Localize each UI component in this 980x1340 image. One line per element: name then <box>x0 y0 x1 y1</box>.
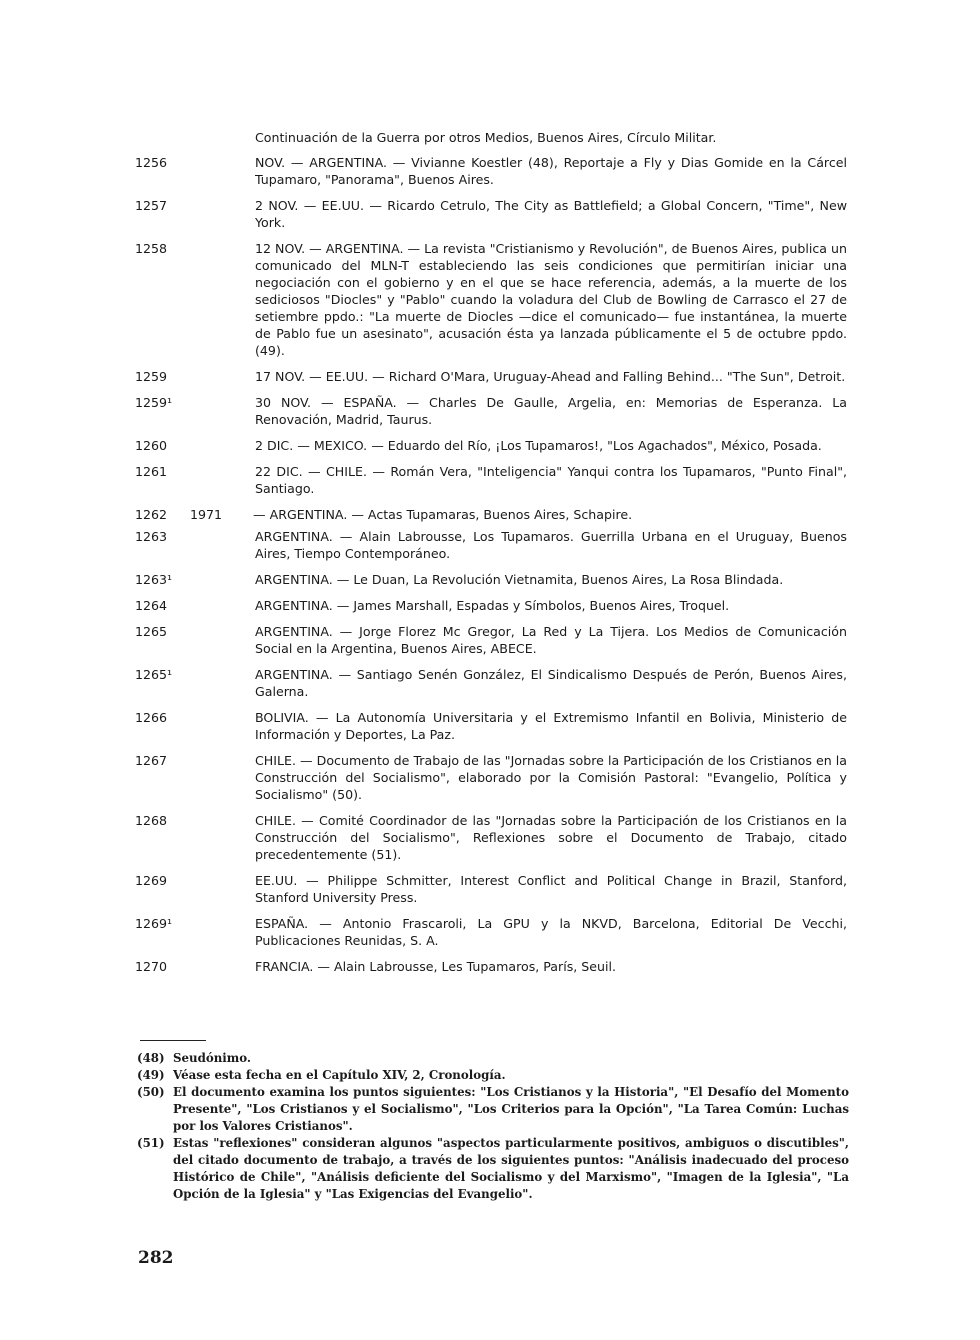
chronology-entry <box>135 528 847 562</box>
chronology-entry <box>135 394 847 428</box>
entry-number: 1269¹ <box>135 916 173 931</box>
footnote <box>137 1050 849 1067</box>
entry-text: 30 NOV. — ESPAÑA. — Charles De Gaulle, Argelia, en: Memorias de Esperanza. La Renovación, Madrid, Taurus. <box>255 395 847 427</box>
chronology-entry <box>135 197 847 231</box>
footnote <box>137 1084 849 1135</box>
entry-text: ARGENTINA. — James Marshall, Espadas y Símbolos, Buenos Aires, Troquel. <box>255 598 730 613</box>
chronology-entry <box>135 915 847 949</box>
continuation-line: Continuación de la Guerra por otros Medios, Buenos Aires, Círculo Militar. <box>255 130 717 145</box>
year-label: 1971 <box>190 507 223 522</box>
footnote-text: El documento examina los puntos siguientes: "Los Cristianos y la Historia", "El Desafío del Momento Presente", "Los Cristianos y el Socialismo", "Los Criterios para la Opción", "La Tarea Común: Luchas por los Valores Cristianos". <box>173 1085 849 1133</box>
entry-number: 1263¹ <box>135 572 173 587</box>
entry-text: EE.UU. — Philippe Schmitter, Interest Conflict and Political Change in Brazil, Stanford, Stanford University Press. <box>255 873 847 905</box>
chronology-entry <box>135 623 847 657</box>
entry-text: 2 NOV. — EE.UU. — Ricardo Cetrulo, The City as Battlefield; a Global Concern, "Time", New York. <box>255 198 847 230</box>
chronology-entry <box>135 571 847 588</box>
entry-number: 1269 <box>135 873 168 888</box>
entry-text: — ARGENTINA. — Actas Tupamaras, Buenos Aires, Schapire. <box>253 507 633 522</box>
chronology-entry <box>135 812 847 863</box>
entry-text: ARGENTINA. — Jorge Florez Mc Gregor, La Red y La Tijera. Los Medios de Comunicación Social en la Argentina, Buenos Aires, ABECE. <box>255 624 847 656</box>
entry-number: 1259 <box>135 369 168 384</box>
chronology-list <box>135 154 847 984</box>
entry-text: ESPAÑA. — Antonio Frascaroli, La GPU y la NKVD, Barcelona, Editorial De Vecchi, Publicaciones Reunidas, S. A. <box>255 916 847 948</box>
entry-text: 2 DIC. — MEXICO. — Eduardo del Río, ¡Los Tupamaros!, "Los Agachados", México, Posada. <box>255 438 822 453</box>
chronology-entry <box>135 368 847 385</box>
chronology-entry <box>135 154 847 188</box>
entry-number: 1256 <box>135 155 168 170</box>
entry-number: 1265¹ <box>135 667 173 682</box>
footnote-divider <box>140 1040 206 1041</box>
entry-number: 1260 <box>135 438 168 453</box>
footnote-text: Seudónimo. <box>173 1051 252 1065</box>
entry-number: 1262 <box>135 507 168 522</box>
entry-number: 1265 <box>135 624 168 639</box>
chronology-entry <box>135 240 847 359</box>
chronology-entry-year <box>135 506 847 523</box>
entry-number: 1259¹ <box>135 395 173 410</box>
entry-number: 1258 <box>135 241 168 256</box>
page-number: 282 <box>138 1248 174 1268</box>
footnote-text: Véase esta fecha en el Capítulo XIV, 2, Cronología. <box>173 1068 506 1082</box>
entry-text: ARGENTINA. — Santiago Senén González, El Sindicalismo Después de Perón, Buenos Aires, Galerna. <box>255 667 847 699</box>
entry-number: 1264 <box>135 598 168 613</box>
footnote-text: Estas "reflexiones" consideran algunos "aspectos particularmente positivos, ambiguos o discutibles", del citado documento de trabajo, a través de los siguientes puntos: "Análisis inadecuado del proceso Histórico de Chile", "Análisis deficiente del Socialismo y del Marxismo", "Imagen de la Iglesia", "La Opción de la Iglesia" y "Las Exigencias del Evangelio". <box>173 1136 849 1201</box>
footnote-number: (49) <box>137 1068 165 1082</box>
chronology-entry <box>135 463 847 497</box>
entry-text: CHILE. — Comité Coordinador de las "Jornadas sobre la Participación de los Cristianos en la Construcción del Socialismo", Reflexiones sobre el Documento de Trabajo, citado precedentemente (51). <box>255 813 847 862</box>
footnote <box>137 1135 849 1203</box>
entry-text: NOV. — ARGENTINA. — Vivianne Koestler (48), Reportaje a Fly y Dias Gomide en la Cárcel Tupamaro, "Panorama", Buenos Aires. <box>255 155 847 187</box>
entry-number: 1266 <box>135 710 168 725</box>
entry-text: 17 NOV. — EE.UU. — Richard O'Mara, Uruguay-Ahead and Falling Behind... "The Sun", Detroit. <box>255 369 846 384</box>
chronology-entry <box>135 597 847 614</box>
entry-number: 1267 <box>135 753 168 768</box>
entry-number: 1263 <box>135 529 168 544</box>
entry-text: FRANCIA. — Alain Labrousse, Les Tupamaros, París, Seuil. <box>255 959 616 974</box>
chronology-entry <box>135 958 847 975</box>
entry-text: 22 DIC. — CHILE. — Román Vera, "Inteligencia" Yanqui contra los Tupamaros, "Punto Final", Santiago. <box>255 464 847 496</box>
entry-text: CHILE. — Documento de Trabajo de las "Jornadas sobre la Participación de los Cristianos en la Construcción del Socialismo", elaborado por la Comisión Pastoral: "Evangelio, Política y Socialismo" (50). <box>255 753 847 802</box>
entry-text: BOLIVIA. — La Autonomía Universitaria y el Extremismo Infantil en Bolivia, Ministerio de Información y Deportes, La Paz. <box>255 710 847 742</box>
footnote <box>137 1067 849 1084</box>
chronology-entry <box>135 872 847 906</box>
footnotes <box>137 1050 849 1203</box>
chronology-entry <box>135 709 847 743</box>
chronology-entry <box>135 437 847 454</box>
entry-number: 1257 <box>135 198 168 213</box>
footnote-number: (51) <box>137 1136 165 1150</box>
entry-number: 1270 <box>135 959 168 974</box>
entry-text: ARGENTINA. — Le Duan, La Revolución Vietnamita, Buenos Aires, La Rosa Blindada. <box>255 572 784 587</box>
chronology-entry <box>135 752 847 803</box>
entry-number: 1261 <box>135 464 168 479</box>
footnote-number: (50) <box>137 1085 165 1099</box>
footnote-number: (48) <box>137 1051 165 1065</box>
chronology-entry <box>135 666 847 700</box>
entry-text: ARGENTINA. — Alain Labrousse, Los Tupamaros. Guerrilla Urbana en el Uruguay, Buenos Aires, Tiempo Contemporáneo. <box>255 529 847 561</box>
entry-text: 12 NOV. — ARGENTINA. — La revista "Cristianismo y Revolución", de Buenos Aires, publica un comunicado del MLN-T estableciendo las seis condiciones que permitirían iniciar una negociación con el gobierno y en el que se hace referencia, además, a la muerte de los sediciosos "Diocles" y "Pablo" cuando la voladura del Club de Bowling de Carrasco el 27 de setiembre ppdo.: "La muerte de Diocles —dice el comunicado— fue instantánea, la muerte de Pablo fue un asesinato", acusación ésta ya lanzada públicamente el 5 de octubre ppdo. (49). <box>255 241 847 358</box>
entry-number: 1268 <box>135 813 168 828</box>
